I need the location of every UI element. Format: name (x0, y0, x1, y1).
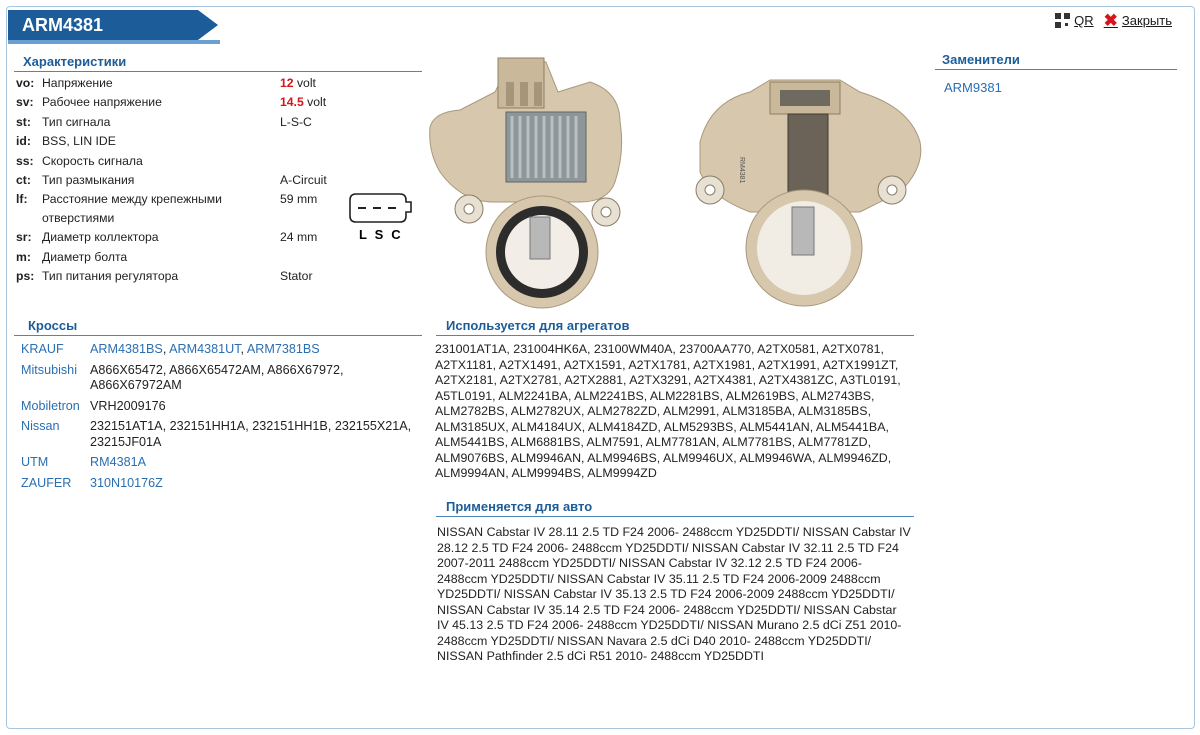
spec-row (16, 190, 336, 228)
spec-name: BSS, LIN IDE (42, 134, 116, 149)
used-in-text: 231001AT1A, 231004HK6A, 23100WM40A, 23700AA770, A2TX0581, A2TX0781, A2TX1181, A2TX1491, A2TX1591, A2TX1781, A2TX1981, A2TX1991, A2TX1991ZT, A2TX2181, A2TX2781, A2TX2881, A2TX3291, A2TX4381, A2TX4381ZC, A3TL0191, A5TL0191, ALM2241BA, ALM2241BS, ALM2281BS, ALM2619BS, ALM2743BS, ALM2782BS, ALM2782UX, ALM2782ZD, ALM2991, ALM3185BA, ALM3185BS, ALM3185UX, ALM4184UX, ALM4184ZD, ALM5293BS, ALM5441AN, ALM5441BA, ALM5441BS, ALM6881BS, ALM7591, ALM7781AN, ALM7781BS, ALM7781ZD, ALM9076BS, ALM9946AN, ALM9946BS, ALM9946UX, ALM9946WA, ALM9946ZD, ALM9994AN, ALM9994BS, ALM9994ZD (435, 342, 901, 480)
spec-row (16, 93, 336, 112)
spec-name: Расстояние между крепежными отверстиями (42, 192, 222, 226)
product-photos (420, 52, 926, 310)
qr-code-icon (1055, 13, 1070, 28)
close-button[interactable] (1103, 10, 1172, 30)
spec-value (280, 132, 336, 151)
spec-value (280, 248, 336, 267)
top-actions (1055, 10, 1172, 30)
applies-header: Применяется для авто (436, 499, 914, 517)
qr-label: QR (1074, 13, 1094, 28)
spec-row (16, 74, 336, 93)
connector-label-c: C (391, 227, 401, 242)
spec-value: 24 mm (280, 230, 318, 245)
spec-value-unit: volt (303, 95, 327, 110)
spec-value: L-S-C (280, 114, 312, 129)
spec-key: ct: (16, 172, 31, 187)
spec-name: Тип сигнала (42, 114, 111, 129)
spec-row (16, 113, 336, 132)
regulator-photo-back (696, 80, 921, 306)
connector-diagram (348, 190, 414, 244)
cross-values (90, 476, 420, 492)
spec-row (16, 171, 336, 190)
cross-brand-link[interactable]: Mobiletron (21, 398, 80, 413)
spec-value-number: 14.5 (280, 95, 304, 110)
used-in-header: Используется для агрегатов (436, 318, 914, 336)
cross-values: A866X65472, A866X65472AM, A866X67972, A866X67972AM (90, 362, 344, 392)
cross-brand-link[interactable]: KRAUF (21, 342, 64, 356)
spec-key: sr: (16, 230, 32, 245)
crosses-table (21, 342, 421, 496)
cross-row (21, 363, 421, 394)
spec-value (280, 74, 336, 93)
product-title: ARM4381 (8, 10, 198, 40)
cross-brand-link[interactable]: Nissan (21, 419, 60, 433)
crosses-header: Кроссы (14, 318, 422, 336)
spec-name: Напряжение (42, 76, 113, 90)
applies-text: NISSAN Cabstar IV 28.11 2.5 TD F24 2006- 2488ccm YD25DDTI/ NISSAN Cabstar IV 28.12 2.5 TD F24 2006- 2488ccm YD25DDTI/ NISSAN Cabstar IV 32.11 2.5 TD F24 2007-2011 2488ccm YD25DDTI/ NISSAN Cabstar IV 32.12 2.5 TD F24 2006- 2488ccm YD25DDTI/ NISSAN Cabstar IV 35.11 2.5 TD F24 2006-2009 2488ccm YD25DDTI/ NISSAN Cabstar IV 35.13 2.5 TD F24 2006-2009 2488ccm YD25DDTI/ NISSAN Cabstar IV 35.14 2.5 TD F24 2006- 2488ccm YD25DDTI/ NISSAN Cabstar IV 45.13 2.5 TD F24 2006- 2488ccm YD25DDTI/ NISSAN Murano 2.5 dCi Z51 2010- 2488ccm YD25DDTI/ NISSAN Navara 2.5 dCi D40 2010- 2488ccm YD25DDTI/ NISSAN Pathfinder 2.5 dCi R51 2010- 2488ccm YD25DDTI (437, 525, 911, 663)
cross-part-link[interactable]: RM4381A (90, 455, 147, 469)
cross-brand-link[interactable]: Mitsubishi (21, 362, 77, 377)
title-underline (8, 40, 220, 44)
replacements-list (944, 80, 1002, 95)
close-icon: ✖ (1103, 10, 1118, 30)
spec-value: A-Circuit (280, 172, 327, 187)
cross-part-link[interactable]: ARM4381UT (169, 342, 241, 356)
cross-values: 232151AT1A, 232151HH1A, 232151HH1B, 232155X21A, 23215JF01A (90, 419, 412, 449)
cross-brand-link[interactable]: UTM (21, 455, 49, 469)
spec-name: Тип размыкания (42, 172, 135, 187)
cross-row (21, 476, 421, 492)
spec-value (280, 93, 336, 112)
replacements-header: Заменители (935, 52, 1177, 70)
cross-row (21, 399, 421, 415)
spec-key: vo: (16, 76, 35, 90)
spec-value (280, 152, 336, 171)
spec-key: ps: (16, 269, 35, 284)
cross-values: ARM4381BS, ARM4381UT, ARM7381BS (90, 342, 320, 356)
connector-label-s: S (374, 227, 384, 242)
cross-part-link[interactable]: 310N10176Z (90, 475, 163, 490)
spec-key: st: (16, 114, 31, 129)
cross-row (21, 419, 421, 450)
spec-name: Скорость сигнала (42, 153, 143, 168)
cross-values: VRH2009176 (90, 398, 166, 413)
regulator-photo-front (430, 58, 622, 308)
specs-header: Характеристики (14, 54, 422, 72)
spec-key: sv: (16, 95, 34, 110)
spec-name: Тип питания регулятора (42, 269, 179, 284)
connector-label-l: L (359, 227, 367, 242)
svg-text:RM4381: RM4381 (738, 157, 745, 184)
spec-value-number: 12 (280, 76, 294, 90)
cross-part-link[interactable]: ARM4381BS (90, 342, 163, 356)
cross-row (21, 455, 421, 471)
spec-row (16, 228, 336, 247)
cross-part-link[interactable]: ARM7381BS (246, 342, 320, 356)
spec-name: Рабочее напряжение (42, 95, 162, 110)
close-label: Закрыть (1121, 13, 1172, 28)
spec-row (16, 267, 336, 286)
spec-name: Диаметр коллектора (42, 230, 159, 245)
spec-key: ss: (16, 153, 34, 168)
qr-button[interactable] (1055, 13, 1094, 28)
spec-key: lf: (16, 192, 28, 207)
cross-row (21, 342, 421, 358)
cross-brand-link[interactable]: ZAUFER (21, 475, 72, 490)
spec-row (16, 152, 336, 171)
spec-row (16, 132, 336, 151)
replacement-link[interactable]: ARM9381 (944, 80, 1002, 95)
spec-value: Stator (280, 269, 313, 284)
spec-key: id: (16, 134, 31, 149)
specs-table (16, 74, 336, 287)
spec-value-unit: volt (293, 76, 316, 90)
spec-row (16, 248, 336, 267)
spec-key: m: (16, 249, 31, 264)
spec-value: 59 mm (280, 192, 318, 207)
cross-values (90, 455, 420, 471)
spec-name: Диаметр болта (42, 249, 128, 264)
